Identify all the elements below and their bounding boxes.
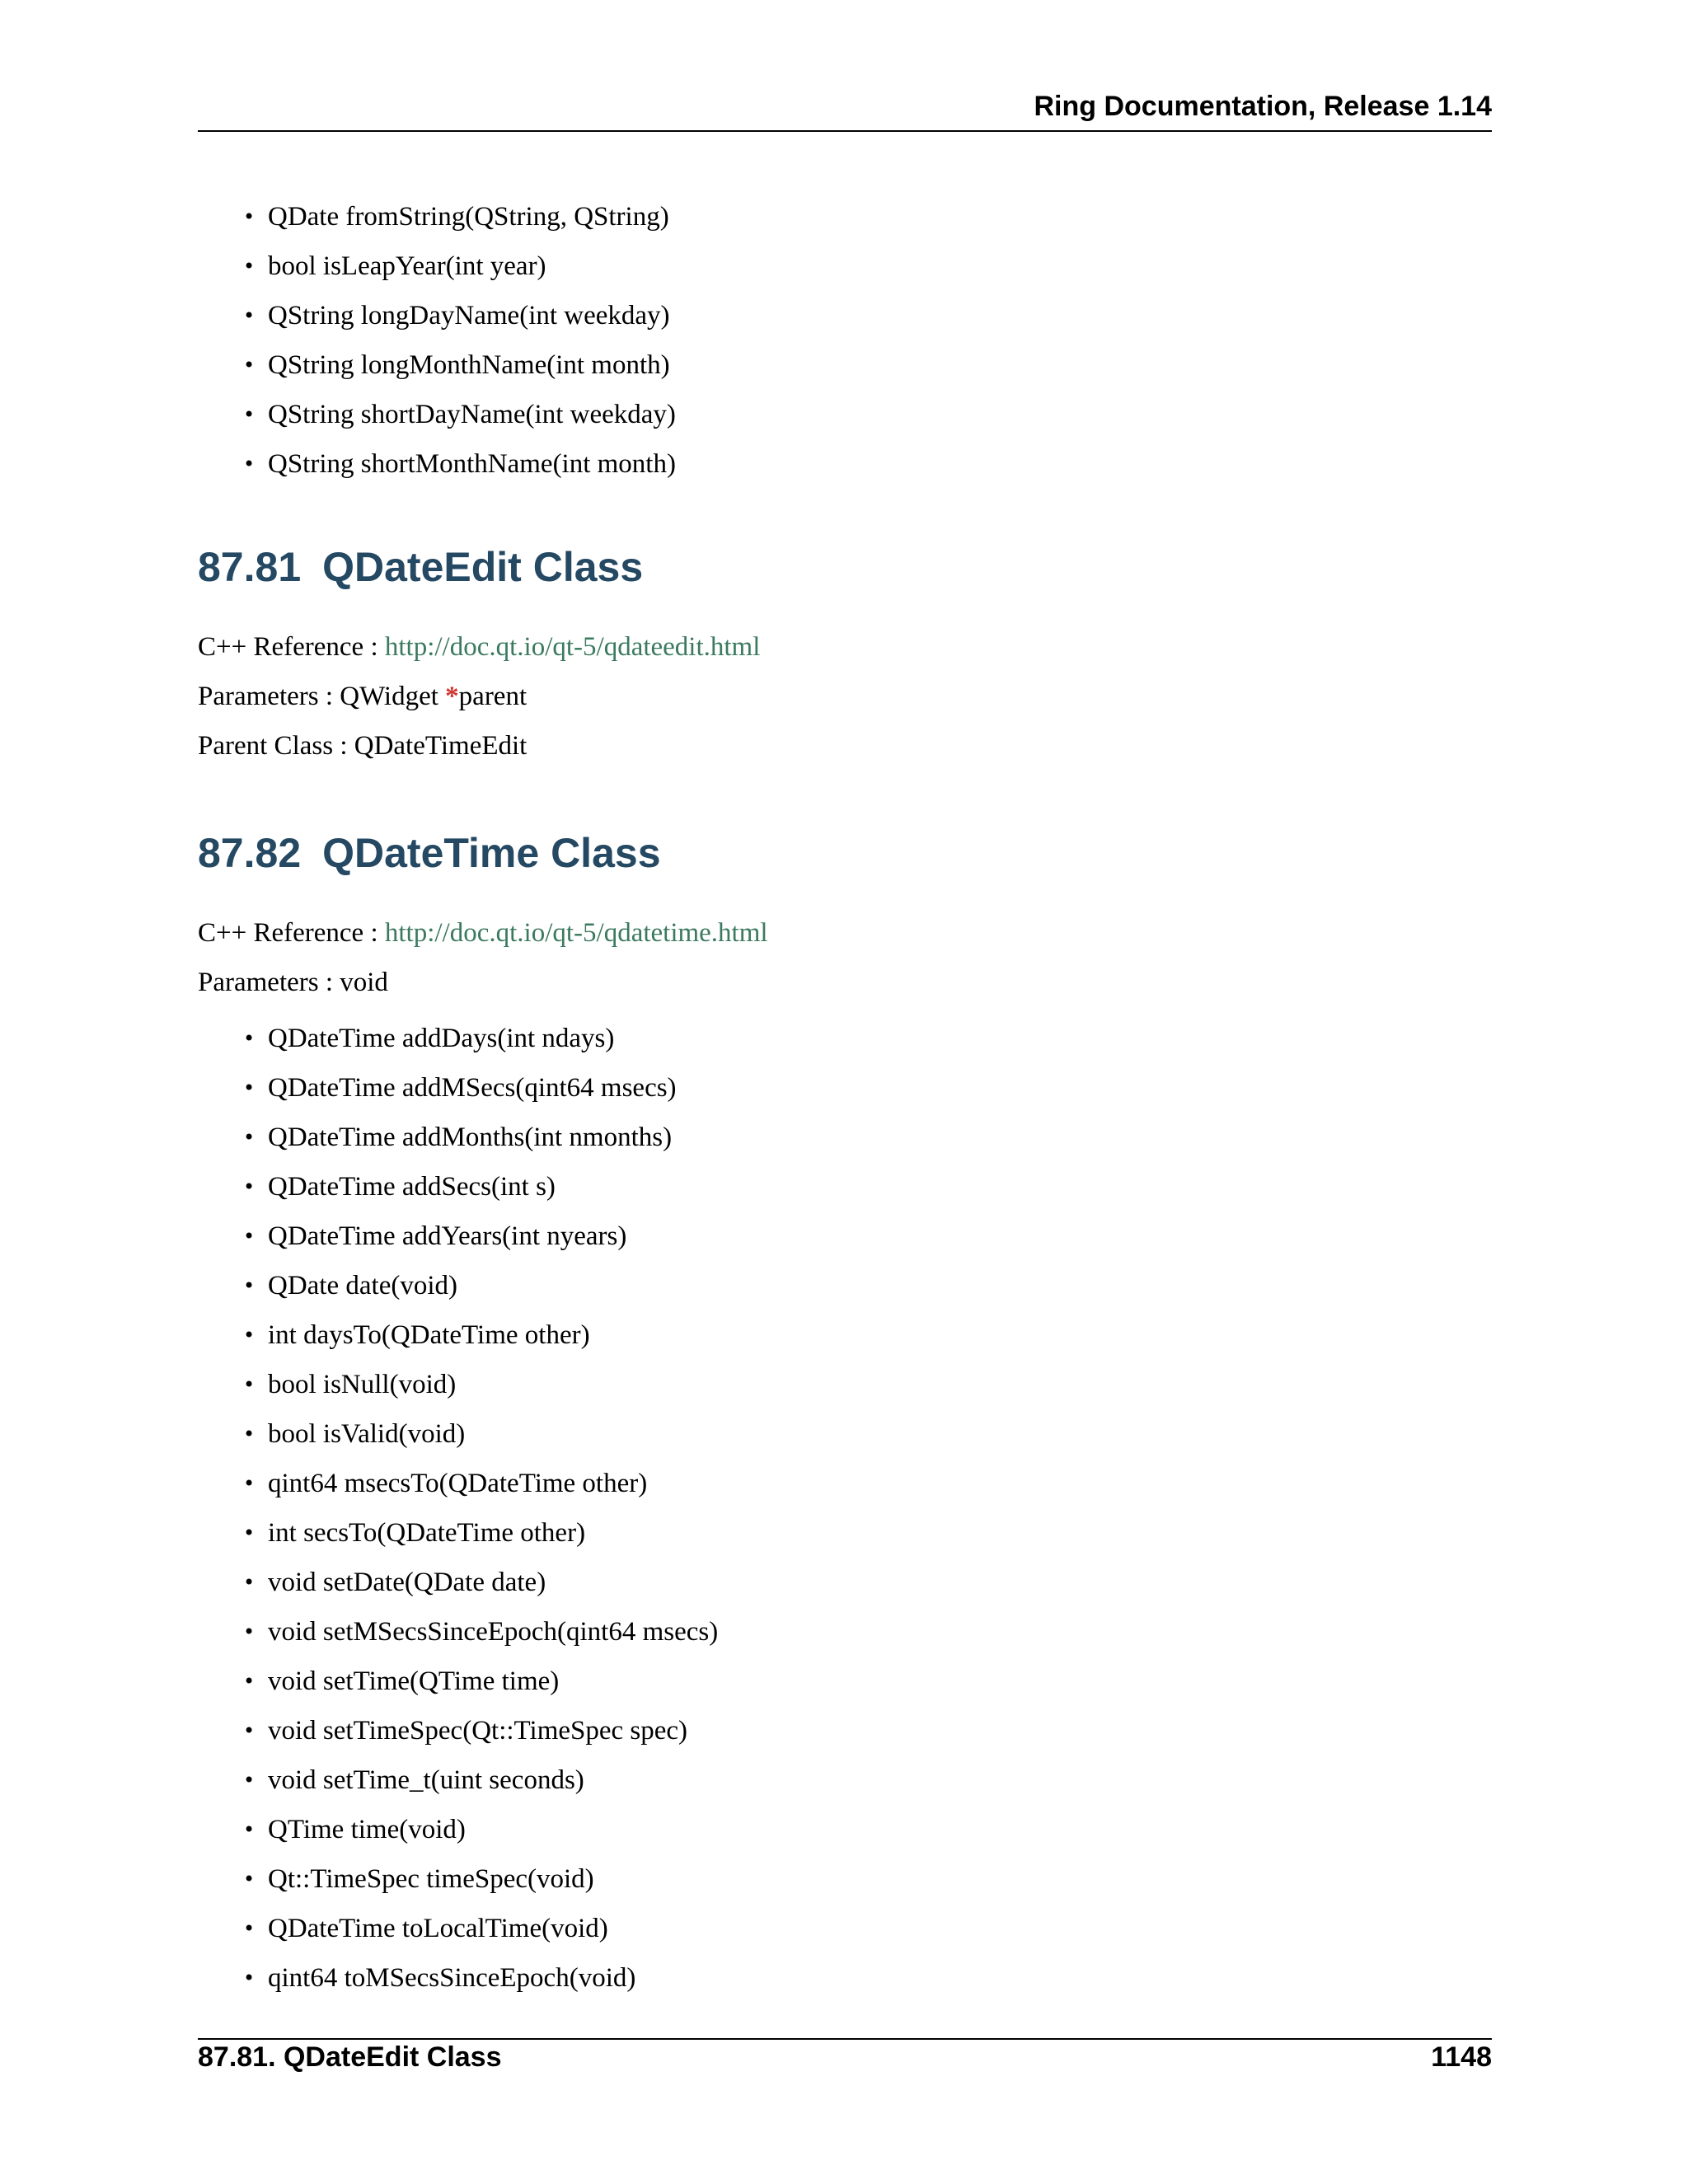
section-title: QDateTime Class xyxy=(322,830,661,876)
list-item: • QDateTime addMSecs(qint64 msecs) xyxy=(243,1063,718,1113)
list-item: • QString longMonthName(int month) xyxy=(243,340,676,390)
bullet-icon: • xyxy=(243,1472,256,1495)
pointer-star: * xyxy=(445,682,459,711)
bullet-icon: • xyxy=(243,1521,256,1544)
cpp-reference-line: C++ Reference : http://doc.qt.io/qt-5/qdatetime.html xyxy=(198,918,768,948)
bullet-icon: • xyxy=(243,1422,256,1446)
list-item: • qint64 toMSecsSinceEpoch(void) xyxy=(243,1953,718,2003)
list-item: • void setTimeSpec(Qt::TimeSpec spec) xyxy=(243,1706,718,1755)
footer-rule xyxy=(198,2038,1492,2040)
bullet-icon: • xyxy=(243,1027,256,1050)
bullet-icon: • xyxy=(243,1324,256,1347)
bullet-icon: • xyxy=(243,1917,256,1940)
bullet-icon: • xyxy=(243,1769,256,1792)
list-item: • void setMSecsSinceEpoch(qint64 msecs) xyxy=(243,1607,718,1657)
section-number: 87.81 xyxy=(198,544,302,590)
section-heading-qdatetime xyxy=(198,828,661,878)
list-item: • void setTime(QTime time) xyxy=(243,1657,718,1706)
section-title: QDateEdit Class xyxy=(322,544,644,590)
list-item: • QDateTime addDays(int ndays) xyxy=(243,1014,718,1063)
bullet-icon: • xyxy=(243,304,256,327)
cpp-reference-line: C++ Reference : http://doc.qt.io/qt-5/qdateedit.html xyxy=(198,632,761,662)
bullet-icon: • xyxy=(243,1670,256,1693)
bullet-icon: • xyxy=(243,1620,256,1643)
bullet-icon: • xyxy=(243,205,256,228)
bullet-icon: • xyxy=(243,1719,256,1742)
parameters-line: Parameters : void xyxy=(198,968,388,997)
bullet-icon: • xyxy=(243,452,256,476)
list-item: • QTime time(void) xyxy=(243,1805,718,1854)
section-heading-qdateedit xyxy=(198,542,643,592)
bullet-icon: • xyxy=(243,1868,256,1891)
bullet-icon: • xyxy=(243,1126,256,1149)
bullet-icon: • xyxy=(243,1175,256,1198)
header-rule xyxy=(198,130,1492,132)
list-item: • int secsTo(QDateTime other) xyxy=(243,1508,718,1558)
bullet-icon: • xyxy=(243,1818,256,1841)
bullet-icon: • xyxy=(243,403,256,426)
bullet-icon: • xyxy=(243,1076,256,1099)
bullet-icon: • xyxy=(243,1966,256,1990)
list-item: • void setDate(QDate date) xyxy=(243,1558,718,1607)
footer-section-title: 87.81. QDateEdit Class xyxy=(198,2041,502,2073)
bullet-icon: • xyxy=(243,1225,256,1248)
list-item: • QDate date(void) xyxy=(243,1261,718,1310)
list-item: • qint64 msecsTo(QDateTime other) xyxy=(243,1459,718,1508)
list-item: • QDateTime addSecs(int s) xyxy=(243,1162,718,1212)
bullet-icon: • xyxy=(243,1373,256,1396)
bullet-icon: • xyxy=(243,1571,256,1594)
list-item: • QDateTime addYears(int nyears) xyxy=(243,1212,718,1261)
list-item: • QDateTime toLocalTime(void) xyxy=(243,1904,718,1953)
list-item: • QDateTime addMonths(int nmonths) xyxy=(243,1113,718,1162)
bullet-icon: • xyxy=(243,354,256,377)
cpp-reference-link[interactable]: http://doc.qt.io/qt-5/qdatetime.html xyxy=(384,918,768,948)
list-item: • int daysTo(QDateTime other) xyxy=(243,1310,718,1360)
running-header: Ring Documentation, Release 1.14 xyxy=(1034,91,1492,122)
list-item: • Qt::TimeSpec timeSpec(void) xyxy=(243,1854,718,1904)
qdate-method-list xyxy=(243,192,676,489)
bullet-icon: • xyxy=(243,255,256,278)
list-item: • QString shortDayName(int weekday) xyxy=(243,390,676,439)
list-item: • void setTime_t(uint seconds) xyxy=(243,1755,718,1805)
list-item: • bool isNull(void) xyxy=(243,1360,718,1409)
qdatetime-method-list xyxy=(243,1014,718,2003)
parent-class-line: Parent Class : QDateTimeEdit xyxy=(198,731,528,761)
list-item: • bool isLeapYear(int year) xyxy=(243,241,676,291)
list-item: • bool isValid(void) xyxy=(243,1409,718,1459)
page-number: 1148 xyxy=(1431,2041,1492,2073)
cpp-reference-link[interactable]: http://doc.qt.io/qt-5/qdateedit.html xyxy=(384,632,761,662)
section-number: 87.82 xyxy=(198,830,302,876)
list-item: • QDate fromString(QString, QString) xyxy=(243,192,676,241)
parameters-line: Parameters : QWidget *parent xyxy=(198,682,528,711)
bullet-icon: • xyxy=(243,1274,256,1297)
list-item: • QString longDayName(int weekday) xyxy=(243,291,676,340)
list-item: • QString shortMonthName(int month) xyxy=(243,439,676,489)
